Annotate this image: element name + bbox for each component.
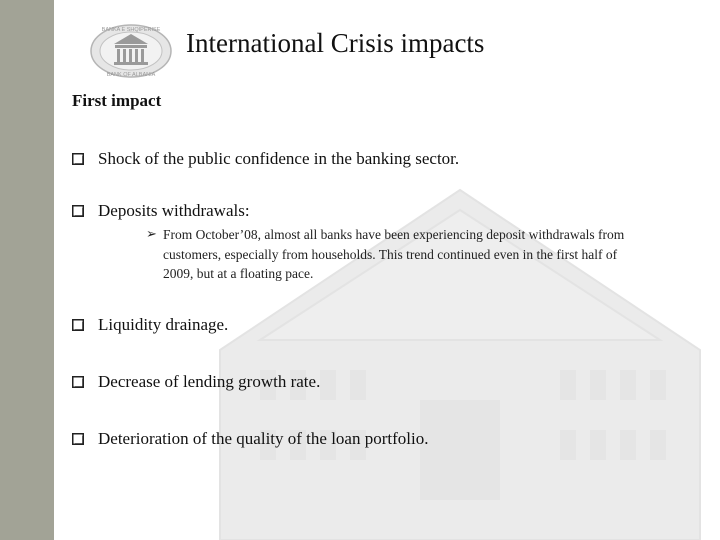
building-watermark (200, 150, 720, 540)
slide-subtitle: First impact (72, 91, 162, 110)
sub-bullet-text: From October’08, almost all banks have been experiencing deposit withdrawals from customers, especially from households. This trend continued even in the first half of 2009, but at a floating pace. (163, 227, 625, 281)
logo-text-bottom: BANK OF ALBANIA (106, 72, 156, 78)
bullet-text: Deterioration of the quality of the loan portfolio. (98, 429, 429, 448)
checkbox-square-icon (72, 319, 84, 331)
checkbox-square-icon (72, 433, 84, 445)
bullet-item (72, 429, 428, 449)
bullet-item (72, 149, 459, 169)
bullet-text: Deposits withdrawals: (98, 201, 250, 220)
bullet-text: Shock of the public confidence in the banking sector. (98, 149, 460, 168)
side-bar (0, 0, 54, 540)
bullet-item (72, 372, 320, 392)
arrowhead-icon: ➢ (146, 227, 157, 242)
bullet-item (72, 315, 228, 335)
checkbox-square-icon (72, 153, 84, 165)
bullet-item (72, 201, 250, 221)
checkbox-square-icon (72, 376, 84, 388)
bank-logo (88, 22, 174, 80)
checkbox-square-icon (72, 205, 84, 217)
slide-title: International Crisis impacts (186, 28, 485, 58)
bullet-text: Liquidity drainage. (98, 315, 229, 334)
sub-bullet-item (146, 225, 626, 284)
logo-text-top: BANKA E SHQIPERISE (101, 27, 161, 33)
bullet-text: Decrease of lending growth rate. (98, 372, 321, 391)
